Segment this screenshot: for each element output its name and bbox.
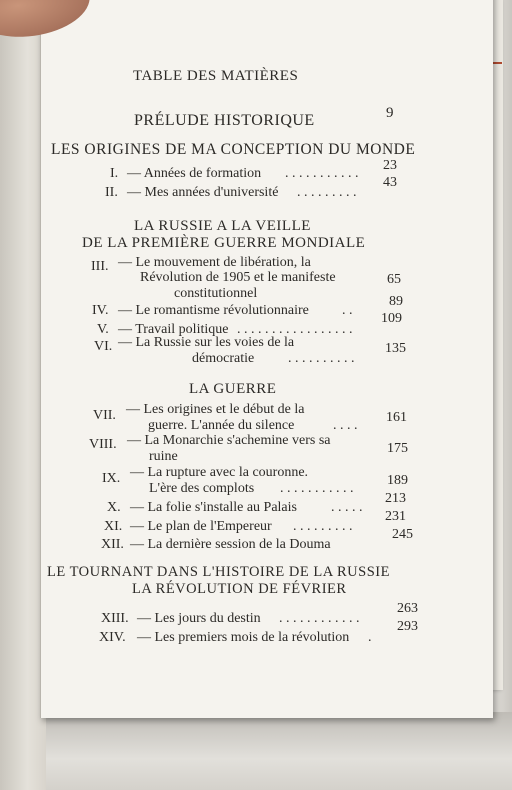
toc-leader: . . . . . . . . . . . . [279, 611, 360, 626]
toc-text: — Le romantisme révolutionnaire [118, 303, 309, 318]
toc-page: 231 [385, 509, 406, 524]
toc-page: 213 [385, 491, 406, 506]
toc-page: 161 [386, 410, 407, 425]
toc-text: — La rupture avec la couronne. [130, 465, 309, 480]
toc-num: XIII. [101, 611, 129, 626]
toc-num: III. [91, 259, 109, 274]
part1-title: LES ORIGINES DE MA CONCEPTION DU MONDE [51, 141, 416, 158]
toc-text: — Années de formation [127, 166, 262, 181]
toc-page: 263 [397, 601, 418, 616]
part4-title-line1: LE TOURNANT DANS L'HISTOIRE DE LA RUSSIE [47, 564, 390, 580]
book-page [40, 0, 493, 718]
toc-text: — Travail politique [118, 322, 229, 337]
toc-text: — Les origines et le début de la [126, 402, 305, 417]
toc-text: — La folie s'installe au Palais [130, 500, 297, 515]
toc-leader: . . [342, 303, 353, 318]
toc-text-cont: démocratie [192, 351, 255, 366]
toc-text: — Les premiers mois de la révolution [137, 630, 350, 645]
part2-title-line2: DE LA PREMIÈRE GUERRE MONDIALE [82, 235, 366, 251]
toc-num: XII. [101, 537, 124, 552]
toc-page: 65 [387, 272, 401, 287]
toc-page: 23 [383, 158, 397, 173]
toc-text: — La Russie sur les voies de la [118, 335, 295, 350]
toc-page: 109 [381, 311, 402, 326]
toc-text: — Les jours du destin [137, 611, 261, 626]
toc-leader: . . . . . . . . . . . [280, 481, 354, 496]
toc-page: 189 [387, 473, 408, 488]
table-surface-bottom [0, 712, 512, 790]
toc-page: 89 [389, 294, 403, 309]
toc-leader: . [368, 630, 372, 645]
toc-text-cont: L'ère des complots [149, 481, 255, 496]
part3-title: LA GUERRE [189, 381, 277, 397]
toc-num: VII. [93, 408, 116, 423]
toc-num: IX. [102, 471, 121, 486]
toc-num: V. [97, 322, 109, 337]
toc-leader: . . . . . . . . . . . [285, 166, 359, 181]
part4-title-line2: LA RÉVOLUTION DE FÉVRIER [132, 581, 347, 597]
prelude-label: PRÉLUDE HISTORIQUE [134, 112, 315, 129]
page-title: TABLE DES MATIÈRES [133, 68, 299, 84]
toc-text: — Mes années d'université [127, 185, 279, 200]
part2-title-line1: LA RUSSIE A LA VEILLE [134, 218, 311, 234]
toc-text: — Le plan de l'Empereur [130, 519, 272, 534]
toc-leader: . . . . . . . . . [293, 519, 353, 534]
toc-leader: . . . . [333, 418, 358, 433]
toc-leader: . . . . . . . . . . [288, 351, 355, 366]
toc-text-cont: guerre. L'année du silence [148, 418, 295, 433]
toc-num: XIV. [99, 630, 126, 645]
toc-num: X. [107, 500, 121, 515]
toc-num: VIII. [89, 437, 117, 452]
toc-page: 135 [385, 341, 406, 356]
toc-page: 43 [383, 175, 397, 190]
toc-page: 175 [387, 441, 408, 456]
toc-text-cont: Révolution de 1905 et le manifeste [140, 270, 336, 285]
toc-num: IV. [92, 303, 109, 318]
toc-num: II. [105, 185, 118, 200]
toc-num: XI. [104, 519, 123, 534]
toc-text: — Le mouvement de libération, la [118, 255, 311, 270]
toc-page: 245 [392, 527, 413, 542]
toc-num: VI. [94, 339, 113, 354]
toc-num: I. [110, 166, 119, 181]
toc-leader: . . . . . . . . . . . . . . . . . [237, 322, 353, 337]
toc-leader: . . . . . . . . . [297, 185, 357, 200]
toc-text-cont: constitutionnel [174, 286, 258, 301]
toc-page: 293 [397, 619, 418, 634]
toc-text-cont: ruine [149, 449, 178, 464]
prelude-page: 9 [386, 105, 394, 121]
toc-text: — La Monarchie s'achemine vers sa [127, 433, 331, 448]
toc-text: — La dernière session de la Douma [130, 537, 331, 552]
toc-leader: . . . . . [331, 500, 363, 515]
